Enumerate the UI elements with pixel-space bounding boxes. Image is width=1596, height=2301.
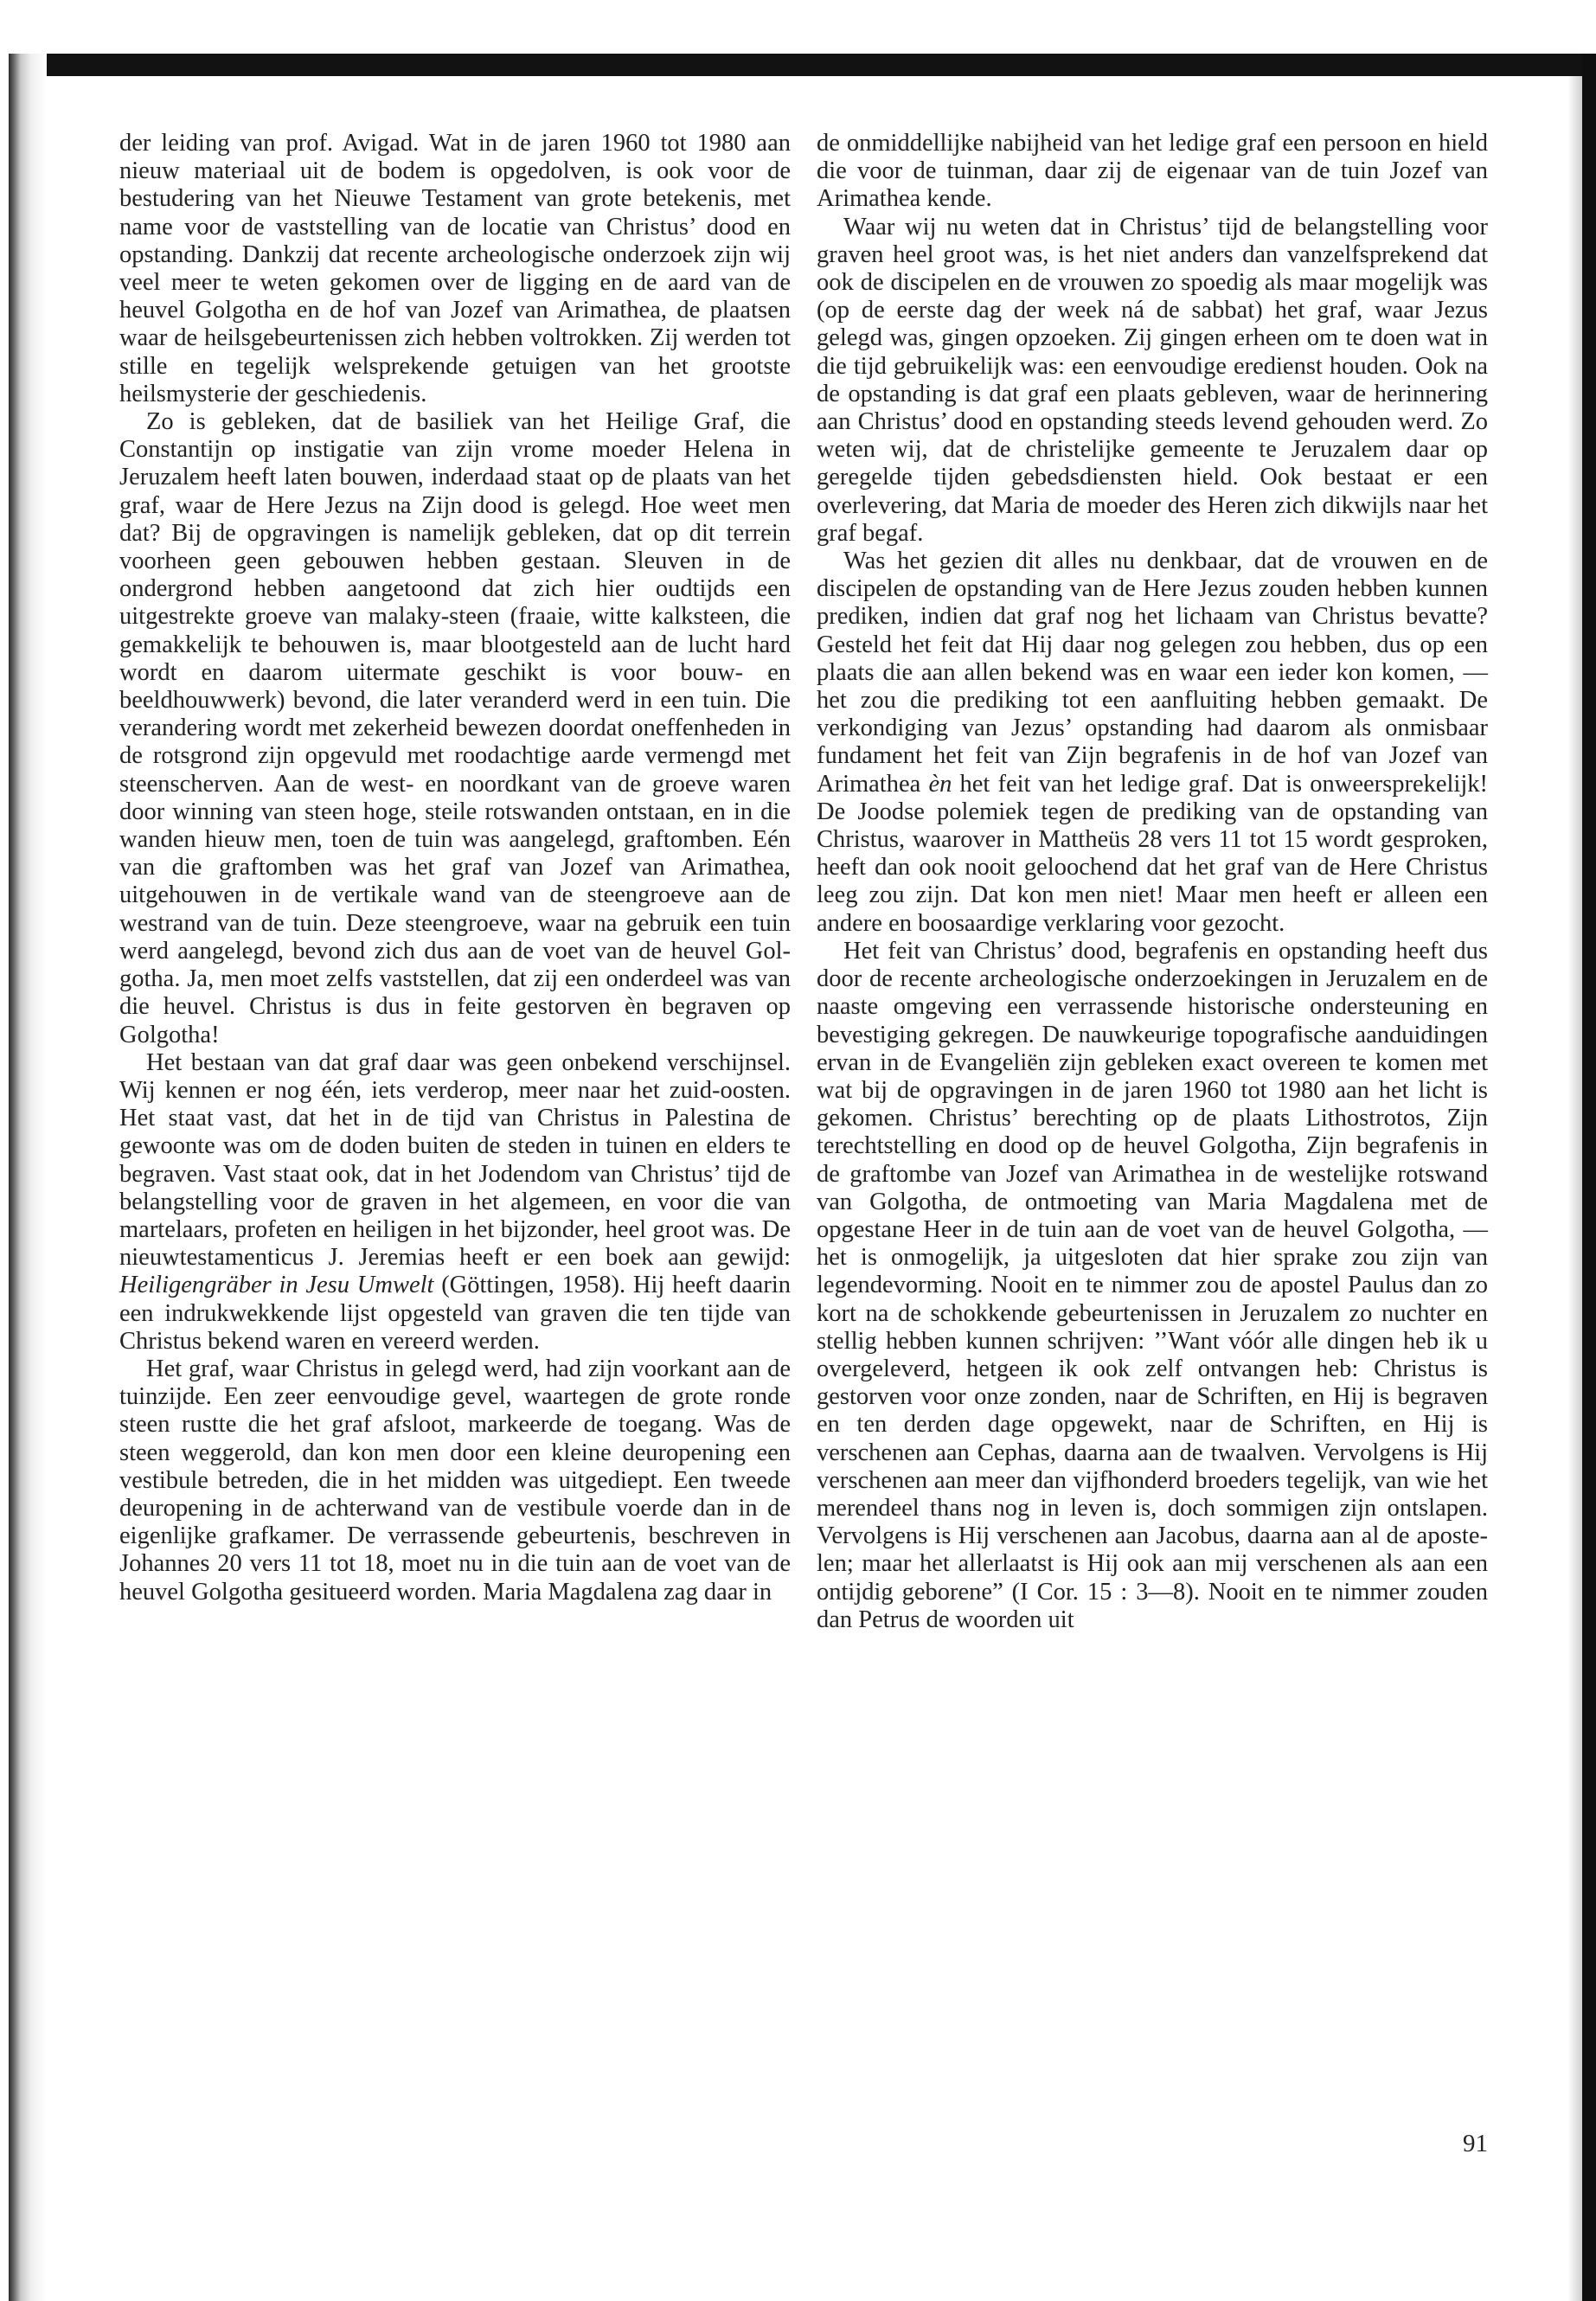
emphasis: èn xyxy=(928,770,952,798)
paragraph-text: (Göttingen, 1958). Hij heeft daarin een indrukwekkende lijst opgesteld van graven die ten tijde van Christus bekend waren en vereerd werden. xyxy=(119,1272,791,1355)
book-title: Heiligengräber in Jesu Umwelt xyxy=(119,1272,434,1299)
paragraph: der leiding van prof. Avigad. Wat in de jaren 1960 tot 1980 aan nieuw materiaal uit de bodem is opgedolven, is ook voor de bestudering van het Nieuwe Testament van grote betekenis, met name voor de vaststelling van de locatie van Christus’ dood en opstanding. Dankzij dat recente archeologische onderzoek zijn wij veel meer te weten gekomen over de ligging en de aard van de heuvel Golgotha en de hof van Jozef van Arimathea, de plaatsen waar de heilsgebeurtenissen zich hebben voltrokken. Zij werden tot stille en tegelijk welsprekende getuigen van het grootste heilsmysterie der geschiedenis. xyxy=(119,130,791,407)
paragraph: Zo is gebleken, dat de basiliek van het Heilige Graf, die Constantijn op instigatie van zijn vrome moeder Helena in Jeruzalem heeft laten bouwen, inderdaad staat op de plaats van het graf, waar de Here Jezus na Zijn dood is gelegd. Hoe weet men dat? Bij de opgravingen is namelijk gebleken, dat op dit terrein voorheen geen gebouwen hebben gestaan. Sleuven in de ondergrond hebben aangetoond dat zich hier oudtijds een uitgestrekte groeve van malaky-steen (fraaie, witte kalksteen, die gemakkelijk te behouwen is, maar blootgesteld aan de lucht hard wordt en daarom uitermate geschikt is voor bouw- en beeldhouwwerk) bevond, die later veranderd werd in een tuin. Die verandering wordt met zekerheid bewezen doordat oneffenheden in de rotsgrond zijn opgevuld met roodachtige aarde vermengd met steenscherven. Aan de west- en noordkant van de groeve waren door winning van steen hoge, steile rotswanden ontstaan, en in die wanden hieuw men, toen de tuin was aangelegd, graftomben. Eén van die graftomben was het graf van Jozef van Arimathea, uitgehouwen in de vertikale wand van de steengroeve aan de westrand van de tuin. Deze steengroeve, waar na gebruik een tuin werd aangelegd, bevond zich dus aan de voet van de heuvel Golgotha. Ja, men moet zelfs vaststellen, dat zij een onderdeel was van die heuvel. Christus is dus in feite gestorven èn begraven op Golgotha! xyxy=(119,408,791,1048)
page-body xyxy=(119,130,1488,1634)
paragraph xyxy=(119,1049,791,1356)
paragraph: de onmiddellijke nabijheid van het ledige graf een persoon en hield die voor de tuinman, daar zij de eigenaar van de tuin Jozef van Arimathea kende. xyxy=(817,130,1488,213)
page-number: 91 xyxy=(1463,2130,1488,2157)
scan-border-top xyxy=(9,54,1596,76)
page-edge-shade xyxy=(1567,76,1582,2301)
scan-border-right xyxy=(1582,54,1596,2301)
paragraph-text: Het bestaan van dat graf daar was geen onbekend verschijnsel. Wij kennen er nog één, iets verderop, meer naar het zuid-oosten. Het staat vast, dat het in de tijd van Christus in Palestina de gewoonte was om de doden buiten de steden in tuinen en elders te begraven. Vast staat ook, dat in het Jodendom van Christus’ tijd de belangstelling voor de graven in het algemeen, en voor die van martelaars, profeten en heiligen in het bijzonder, heel groot was. De nieuwtestamenticus J. Jeremias heeft er een boek aan gewijd: xyxy=(119,1048,791,1272)
right-column xyxy=(817,130,1488,1634)
paragraph: Het feit van Christus’ dood, begrafenis en opstanding heeft dus door de recente archeologische onderzoekingen in Jeruzalem en de naaste omgeving een verrassende historische ondersteuning en bevestiging gekregen. De nauwkeurige topografische aanduidingen ervan in de Evangeliën zijn gebleken exact overeen te komen met wat bij de opgravingen in de jaren 1960 tot 1980 aan het licht is gekomen. Christus’ berechting op de plaats Lithostrotos, Zijn terechtstelling en dood op de heuvel Golgotha, Zijn begrafenis in de graftombe van Jozef van Arimathea in de westelijke rotswand van Golgotha, de ontmoeting van Maria Magdalena met de opgestane Heer in de tuin aan de voet van de heuvel Golgotha, — het is onmogelijk, ja uitgesloten dat hier sprake zou zijn van legendevorming. Nooit en te nimmer zou de apostel Paulus dan zo kort na de schokkende gebeurtenissen in Jeruzalem zo nuchter en stellig hebben kunnen schrijven: ’’Want vóór alle dingen heb ik u overgeleverd, hetgeen ik ook zelf ontvangen heb: Christus is gestorven voor onze zonden, naar de Schriften, en Hij is begraven en ten derden dage opgewekt, naar de Schriften, en Hij is verschenen aan Cephas, daarna aan de twaalven. Vervolgens is Hij verschenen aan meer dan vijfhonderd broeders tegelijk, van wie het merendeel thans nog in leven is, doch sommigen zijn ontslapen. Vervolgens is Hij verschenen aan Jacobus, daarna aan al de apostelen; maar het allerlaatst is Hij ook aan mij verschenen als aan een ontijdig geborene” (I Cor. 15 : 3—8). Nooit en te nimmer zouden dan Petrus de woorden uit xyxy=(817,937,1488,1633)
book-gutter-shadow xyxy=(9,54,47,2301)
left-column xyxy=(119,130,791,1634)
paragraph xyxy=(817,548,1488,938)
paragraph-text: Was het gezien dit alles nu denkbaar, dat de vrouwen en de discipelen de opstanding van de Here Jezus zouden hebben kunnen prediken, indien dat graf nog het lichaam van Christus bevatte? Gesteld het feit dat Hij daar nog gelegen zou hebben, dus op een plaats die aan allen bekend was en waar een ieder kon komen, — het zou die prediking tot een aanfluiting hebben gemaakt. De verkondiging van Jezus’ opstanding had daarom als onmisbaar fundament het feit van Zijn begrafenis in de hof van Jozef van Arimathea xyxy=(817,548,1488,798)
paragraph: Het graf, waar Christus in gelegd werd, had zijn voorkant aan de tuinzijde. Een zeer eenvoudige gevel, waartegen de grote ronde steen rustte die het graf afsloot, markeerde de toegang. Was de steen weggerold, dan kon men door een kleine deuropening een vestibule betreden, die in het midden was uitgediept. Een tweede deuropening in de achterwand van de vestibule voerde dan in de eigenlijke grafkamer. De verrassende gebeurtenis, beschreven in Johannes 20 vers 11 tot 18, moet nu in die tuin aan de voet van de heuvel Golgotha gesitueerd worden. Maria Magdalena zag daar in xyxy=(119,1355,791,1606)
scan-margin-top xyxy=(0,0,1596,54)
paragraph-text: het feit van het ledige graf. Dat is onweersprekelijk! De Joodse polemiek tegen de prediking van de opstanding van Christus, waarover in Mattheüs 28 vers 11 tot 15 wordt gesproken, heeft dan ook nooit geloochend dat het graf van de Here Christus leeg zou zijn. Dat kon men niet! Maar men heeft er alleen een andere en boosaardige verklaring voor gezocht. xyxy=(817,770,1489,937)
paragraph: Waar wij nu weten dat in Christus’ tijd de belangstelling voor graven heel groot was, is het niet anders dan vanzelfsprekend dat ook de discipelen en de vrouwen zo spoedig als maar mogelijk was (op de eerste dag der week ná de sabbat) het graf, waar Jezus gelegd was, gingen opzoeken. Zij gingen erheen om te doen wat in die tijd gebruikelijk was: een eenvoudige eredienst houden. Ook na de opstanding is dat graf een plaats gebleven, waar de herinnering aan Christus’ dood en opstanding steeds levend gehouden werd. Zo weten wij, dat de christelijke gemeente te Jeruzalem daar op geregelde tijden gebedsdiensten hield. Ook bestaat er een overlevering, dat Maria de moeder des Heren zich dikwijls naar het graf begaf. xyxy=(817,213,1488,547)
